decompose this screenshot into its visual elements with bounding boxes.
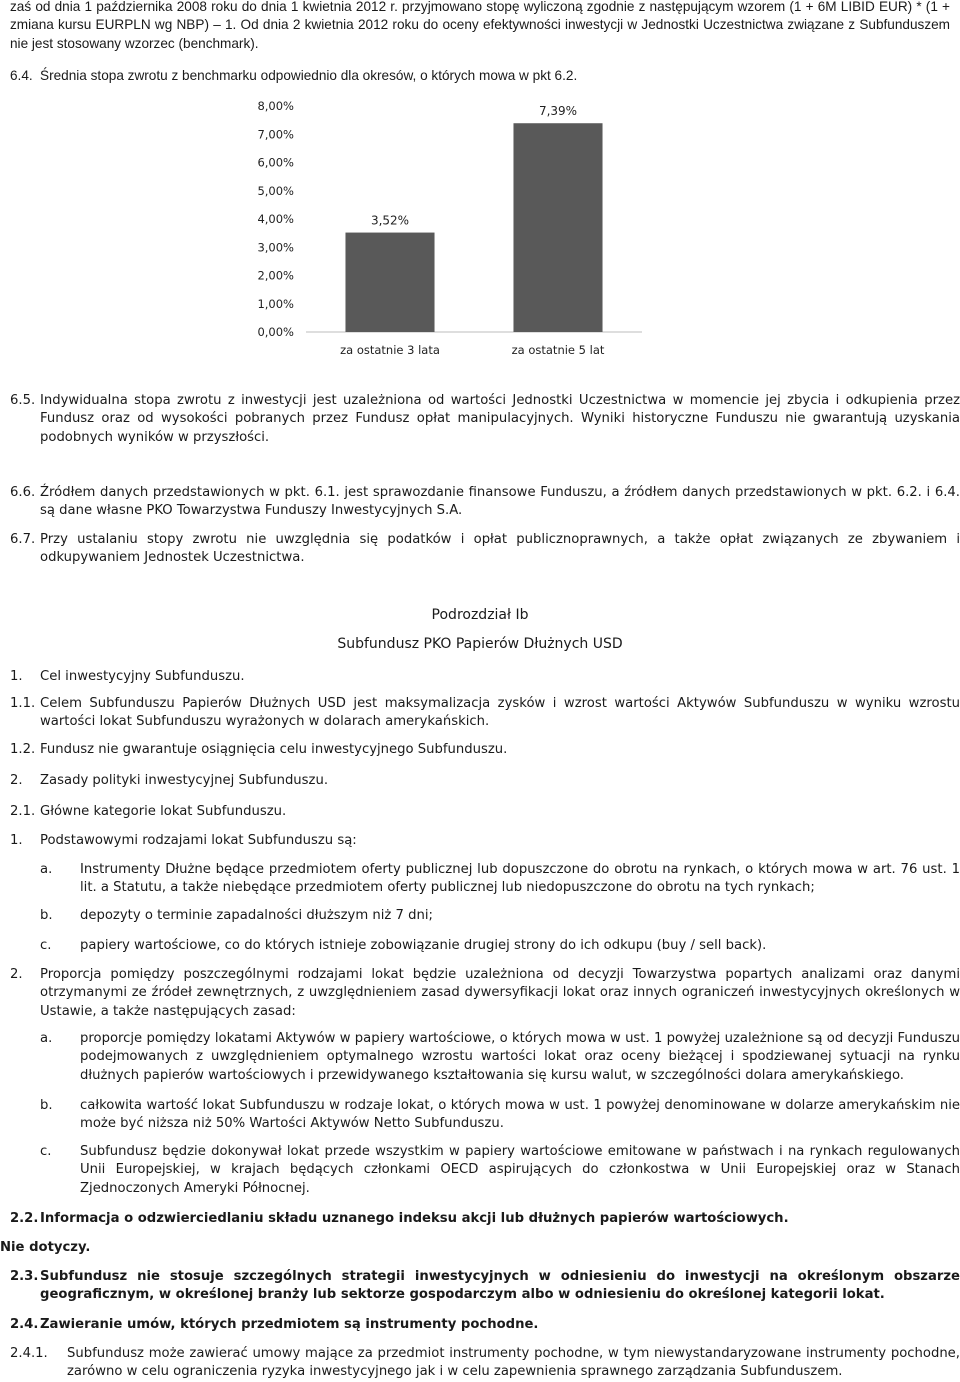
list-item: papiery wartościowe, co do których istnieje zobowiązanie drugiej strony do ich odkupu (buy / sell back).	[80, 938, 767, 953]
section-paragraph: Subfundusz może zawierać umowy mające za przedmiot instrumenty pochodne, w tym niewystandaryzowane instrumenty pochodne, zarówno w celu ograniczenia ryzyka inwestycyjnego jak i w celu zapewnienia sprawnego zarządzania Subfunduszem.	[67, 1346, 960, 1380]
bar	[513, 123, 602, 332]
list-item: Instrumenty Dłużne będące przedmiotem oferty publicznej lub dopuszczone do obrotu na rynkach, o których mowa w art. 76 ust. 1 lit. a Statutu, a także niebędące przedmiotem oferty publicznej lub niedopuszczone do obrotu na tych rynkach;	[80, 862, 960, 896]
y-tick-label: 2,00%	[257, 268, 294, 283]
section-number: 1.1.	[10, 696, 36, 711]
y-tick-label: 7,00%	[257, 127, 294, 142]
section-title: Cel inwestycyjny Subfunduszu.	[40, 669, 245, 684]
section-paragraph: Fundusz nie gwarantuje osiągnięcia celu inwestycyjnego Subfunduszu.	[40, 742, 508, 757]
section-number: 2.3.	[10, 1269, 39, 1284]
y-tick-label: 5,00%	[257, 183, 294, 198]
section-number: 2.4.	[10, 1317, 39, 1332]
y-tick-label: 3,00%	[257, 240, 294, 255]
list-number: 1.	[10, 833, 23, 848]
section-number: 6.6.	[10, 485, 36, 500]
section-number: 6.4.	[10, 68, 33, 83]
section-paragraph: Subfundusz nie stosuje szczególnych strategii inwestycyjnych w odniesieniu do inwestycji na określonym obszarze geograficznym, w określonej branży lub sektorze gospodarczym albo w odniesieniu do określonej kategorii lokat.	[40, 1269, 960, 1303]
section-number: 2.1.	[10, 804, 36, 819]
section-number: 2.	[10, 773, 23, 788]
section-paragraph: Indywidualna stopa zwrotu z inwestycji jest uzależniona od wartości Jednostki Uczestnictwa w momencie jej zbycia i odkupienia przez Fundusz oraz od wysokości pobranych przez Fundusz opłat manipulacyjnych. Wyniki historyczne Funduszu nie gwarantują uzyskania podobnych wyników w przyszłości.	[40, 393, 960, 445]
subsection-heading: Podrozdział Ib	[431, 607, 529, 623]
section-number: 1.	[10, 669, 23, 684]
list-letter: b.	[40, 1098, 53, 1113]
section-title: Średnia stopa zwrotu z benchmarku odpowiednio dla okresów, o których mowa w pkt 6.2.	[40, 68, 578, 83]
y-tick-label: 4,00%	[257, 212, 294, 226]
section-number: 2.4.1.	[10, 1346, 48, 1361]
list-letter: c.	[40, 1144, 52, 1159]
list-item: Proporcja pomiędzy poszczególnymi rodzajami lokat będzie uzależniona od decyzji Towarzystwa popartych analizami oraz danymi otrzymanymi ze źródeł zewnętrznych, z uwzględnieniem zasad dywersyfikacji lokat oraz innych ograniczeń inwestycyjnych określonych w Ustawie, a także następujących zasad:	[40, 967, 960, 1019]
y-tick-label: 0,00%	[257, 325, 294, 339]
list-item: depozyty o terminie zapadalności dłuższym niż 7 dni;	[80, 908, 433, 923]
list-item: całkowita wartość lokat Subfunduszu w rodzaje lokat, o których mowa w ust. 1 powyżej denominowane w dolarze amerykańskim nie może być niższa niż 50% Wartości Aktywów Netto Subfunduszu.	[80, 1098, 960, 1132]
section-title: Informacja o odzwierciedlaniu składu uznanego indeksu akcji lub dłużnych papierów wartościowych.	[40, 1211, 789, 1226]
list-item: proporcje pomiędzy lokatami Aktywów w papiery wartościowe, o których mowa w ust. 1 powyżej uzależnione są od decyzji Funduszu podejmowanych z uwzględnieniem optymalnego wzrostu wartości lokat oraz oceny bieżącej i spodziewanej sytuacji na rynku dłużnych papierów wartościowych i przewidywanego kształtowania się kursu walut, w szczególności dolara amerykańskiego.	[80, 1031, 960, 1083]
y-tick-label: 6,00%	[257, 155, 294, 170]
list-letter: a.	[40, 1031, 53, 1046]
fund-title: Subfundusz PKO Papierów Dłużnych USD	[337, 636, 623, 652]
x-tick-label: za ostatnie 5 lat	[511, 343, 605, 357]
section-number: 6.5.	[10, 393, 36, 408]
bar	[345, 233, 434, 332]
not-applicable-note: Nie dotyczy.	[0, 1240, 91, 1255]
data-label: 7,39%	[538, 104, 578, 119]
list-item: Subfundusz będzie dokonywał lokat przede wszystkim w papiery wartościowe emitowane w państwach i na rynkach regulowanych Unii Europejskiej, w krajach będących członkami OECD aspirujących do członkostwa w Unii Europejskiej oraz w Stanach Zjednoczonych Ameryki Północnej.	[80, 1144, 960, 1196]
section-paragraph: Celem Subfunduszu Papierów Dłużnych USD jest maksymalizacja zysków i wzrost wartości Aktywów Subfunduszu w wyniku wzrostu wartości lokat Subfunduszu wyrażonych w dolarach amerykańskich.	[40, 696, 960, 730]
section-paragraph: Przy ustalaniu stopy zwrotu nie uwzględnia się podatków i opłat publicznoprawnych, a także opłat związanych ze zbywaniem i odkupywaniem Jednostek Uczestnictwa.	[40, 532, 960, 566]
list-letter: b.	[40, 908, 53, 923]
data-label: 3,52%	[370, 213, 410, 228]
section-title: Zasady polityki inwestycyjnej Subfunduszu.	[40, 773, 329, 788]
section-number: 1.2.	[10, 742, 36, 757]
list-letter: a.	[40, 862, 53, 877]
list-letter: c.	[40, 938, 52, 953]
intro-paragraph: zaś od dnia 1 października 2008 roku do dnia 1 kwietnia 2012 r. przyjmowano stopę wyliczoną zgodnie z następującym wzorem (1 + 6M LIBID EUR) * (1 + zmiana kursu EURPLN wg NBP) – 1. Od dnia 2 kwietnia 2012 roku do oceny efektywności inwestycji w Jednostki Uczestnictwa związane z Subfunduszem nie jest stosowany wzorzec (benchmark).	[10, 0, 950, 51]
list-item: Podstawowymi rodzajami lokat Subfunduszu są:	[40, 833, 357, 848]
section-number: 6.7.	[10, 532, 36, 547]
section-title: Zawieranie umów, których przedmiotem są instrumenty pochodne.	[40, 1317, 539, 1332]
y-tick-label: 1,00%	[257, 296, 294, 311]
y-tick-label: 8,00%	[257, 99, 294, 113]
benchmark-bar-chart	[250, 92, 670, 364]
section-number: 2.2.	[10, 1211, 39, 1226]
list-number: 2.	[10, 967, 23, 982]
section-paragraph: Źródłem danych przedstawionych w pkt. 6.1. jest sprawozdanie finansowe Funduszu, a źródłem danych przedstawionych w pkt. 6.2. i 6.4. są dane własne PKO Towarzystwa Funduszy Inwestycyjnych S.A.	[40, 485, 960, 519]
section-title: Główne kategorie lokat Subfunduszu.	[40, 804, 287, 819]
x-tick-label: za ostatnie 3 lata	[340, 343, 440, 357]
